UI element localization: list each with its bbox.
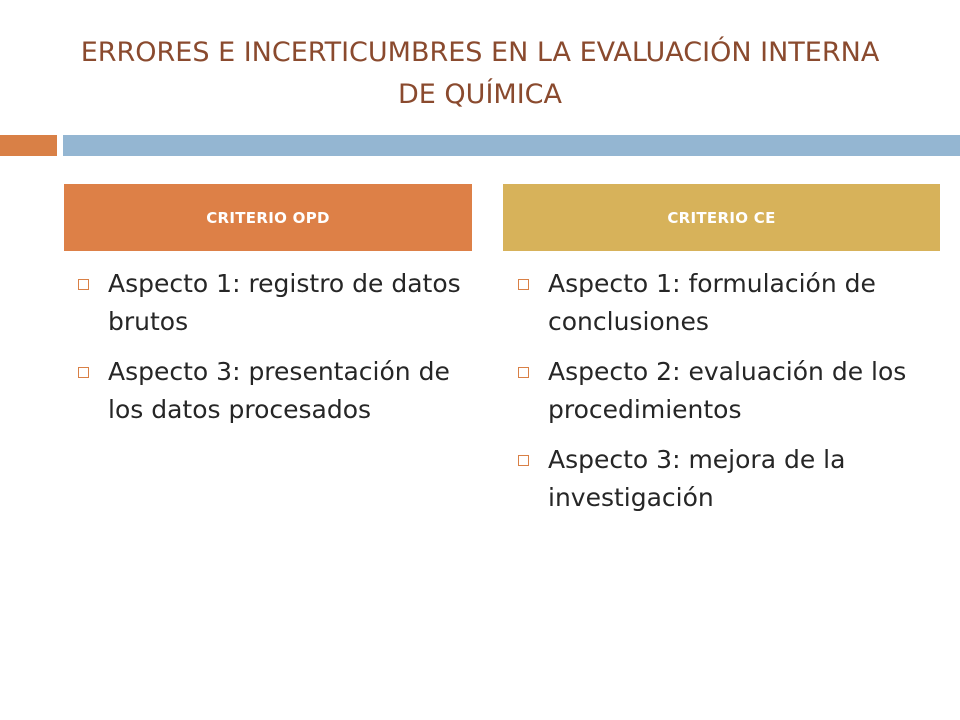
column-header-opd (64, 184, 472, 251)
square-bullet-icon (518, 367, 529, 378)
opd-bullet-list (74, 265, 472, 441)
list-item (514, 441, 940, 517)
column-header-ce (503, 184, 940, 251)
list-item (74, 353, 472, 429)
accent-bar-blue (63, 135, 960, 156)
column-header-opd-label: CRITERIO OPD (206, 208, 330, 227)
square-bullet-icon (518, 455, 529, 466)
accent-bar-orange (0, 135, 57, 156)
list-item-text: Aspecto 1: formulación de conclusiones (548, 269, 876, 336)
square-bullet-icon (78, 367, 89, 378)
column-header-ce-label: CRITERIO CE (667, 208, 776, 227)
list-item-text: Aspecto 2: evaluación de los procedimientos (548, 357, 907, 424)
list-item-text: Aspecto 3: presentación de los datos procesados (108, 357, 450, 424)
list-item-text: Aspecto 3: mejora de la investigación (548, 445, 846, 512)
square-bullet-icon (518, 279, 529, 290)
list-item-text: Aspecto 1: registro de datos brutos (108, 269, 461, 336)
list-item (514, 353, 940, 429)
list-item (74, 265, 472, 341)
slide-title: ERRORES E INCERTICUMBRES EN LA EVALUACIÓN INTERNA DE QUÍMICA (80, 37, 880, 110)
square-bullet-icon (78, 279, 89, 290)
list-item (514, 265, 940, 341)
ce-bullet-list (514, 265, 940, 529)
